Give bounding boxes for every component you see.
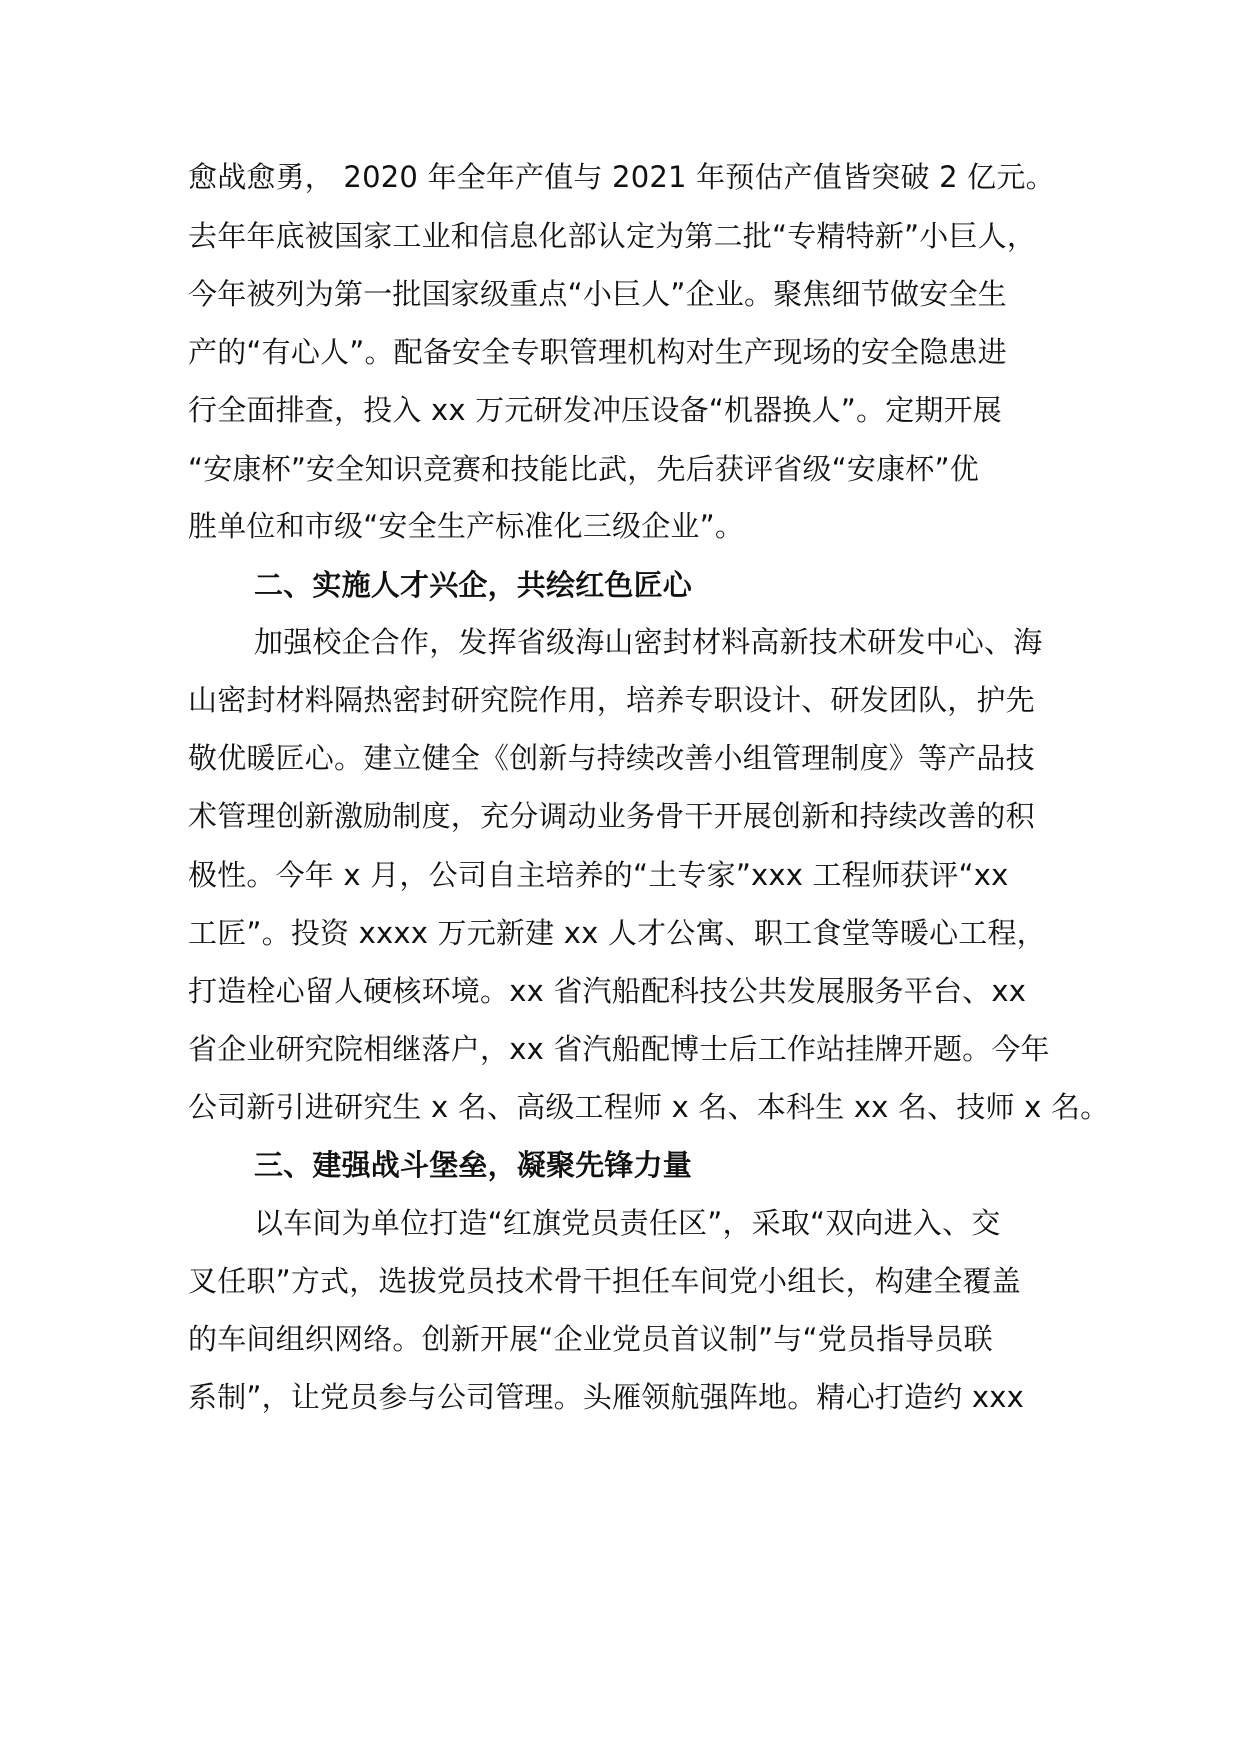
text-line: 术管理创新激励制度，充分调动业务骨干开展创新和持续改善的积: [188, 799, 1035, 833]
text-line: 工匠”。投资 xxxx 万元新建 xx 人才公寓、职工食堂等暖心工程，: [188, 916, 1046, 950]
text-line: 去年年底被国家工业和信息化部认定为第二批“专精特新”小巨人，: [188, 219, 1037, 253]
text-line: 愈战愈勇， 2020 年全年产值与 2021 年预估产值皆突破 2 亿元。: [188, 160, 1055, 194]
text-line: 公司新引进研究生 x 名、高级工程师 x 名、本科生 xx 名、技师 x 名。: [188, 1090, 1110, 1124]
section-heading: 三、建强战斗堡垒，凝聚先锋力量: [254, 1148, 693, 1182]
text-line: 省企业研究院相继落户，xx 省汽船配博士后工作站挂牌开题。今年: [188, 1032, 1050, 1066]
section-heading: 二、实施人才兴企，共绘红色匠心: [254, 568, 693, 602]
text-line: 山密封材料隔热密封研究院作用，培养专职设计、研发团队，护先: [188, 683, 1035, 717]
text-line: 系制”，让党员参与公司管理。头雁领航强阵地。精心打造约 xxx: [188, 1380, 1024, 1414]
text-line: 今年被列为第一批国家级重点“小巨人”企业。聚焦细节做安全生: [188, 277, 1007, 311]
text-line: 产的“有心人”。配备安全专职管理机构对生产现场的安全隐患进: [188, 335, 1007, 369]
text-line: 极性。今年 x 月，公司自主培养的“土专家”xxx 工程师获评“xx: [188, 858, 1009, 892]
text-line: 叉任职”方式，选拔党员技术骨干担任车间党小组长，构建全覆盖: [188, 1264, 1021, 1298]
text-line: 胜单位和市级“安全生产标准化三级企业”。: [188, 509, 745, 543]
text-line: 行全面排查，投入 xx 万元研发冲压设备“机器换人”。定期开展: [188, 393, 1003, 427]
text-line: 敬优暖匠心。建立健全《创新与持续改善小组管理制度》等产品技: [188, 741, 1035, 775]
text-line: 打造栓心留人硬核环境。xx 省汽船配科技公共发展服务平台、xx: [188, 974, 1027, 1008]
paragraph-first-line: 以车间为单位打造“红旗党员责任区”，采取“双向进入、交: [254, 1206, 1001, 1240]
text-line: “安康杯”安全知识竞赛和技能比武，先后获评省级“安康杯”优: [188, 452, 979, 486]
text-line: 的车间组织网络。创新开展“企业党员首议制”与“党员指导员联: [188, 1322, 993, 1356]
paragraph-first-line: 加强校企合作，发挥省级海山密封材料高新技术研发中心、海: [254, 625, 1043, 659]
